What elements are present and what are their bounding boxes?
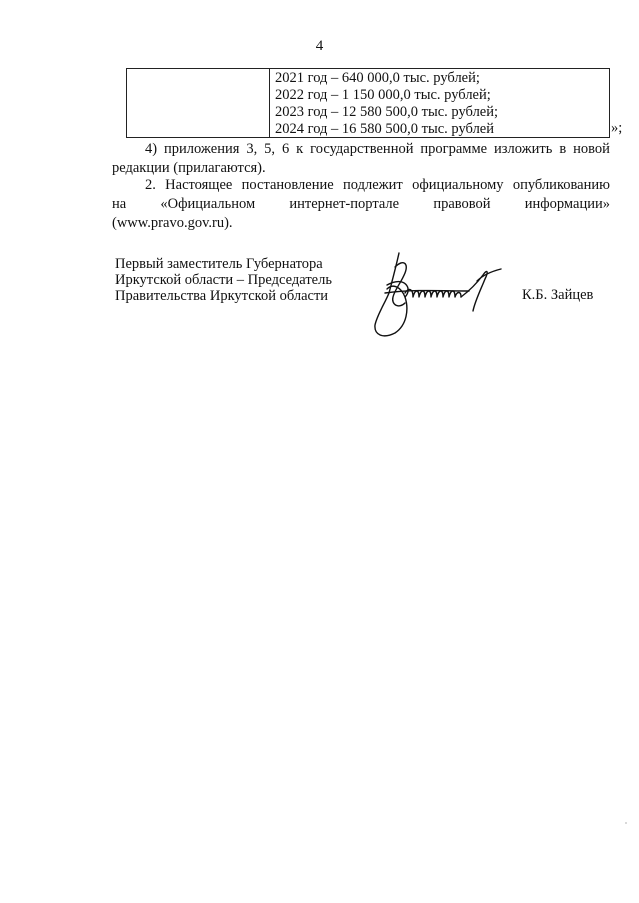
word: интернет-портале [289, 196, 400, 212]
funding-table-right-cell [275, 70, 605, 138]
word: 4) [145, 141, 158, 157]
word: программе [420, 141, 488, 157]
word: 6 [281, 141, 290, 157]
word: «Официальном [160, 196, 256, 212]
word: информации» [524, 196, 610, 212]
word: в [559, 141, 567, 157]
funding-table-left-cell [127, 69, 270, 137]
word: опубликованию [512, 177, 610, 193]
paragraph-item-4-line-1 [112, 140, 610, 159]
word: новой [573, 141, 610, 157]
word: к [296, 141, 304, 157]
word: на [112, 196, 127, 212]
signatory-position-line: Правительства Иркутской области [115, 288, 329, 304]
paragraph-item-2 [112, 176, 610, 233]
scan-dot [625, 822, 627, 824]
word: приложения [164, 141, 240, 157]
page-number: 4 [315, 38, 324, 54]
word: 2. [145, 177, 156, 193]
funding-line-2023: 2023 год – 12 580 500,0 тыс. рублей; [275, 104, 499, 120]
paragraph-item-4 [112, 140, 610, 178]
word: правовой [433, 196, 491, 212]
word: подлежит [343, 177, 403, 193]
funding-table [126, 68, 610, 138]
signatory-position-line: Иркутской области – Председатель [115, 272, 332, 288]
paragraph-item-2-line-2 [112, 195, 610, 214]
word: официальному [412, 177, 504, 193]
paragraph-item-2-line-1 [112, 176, 610, 195]
word: Настоящее [165, 177, 233, 193]
word: 3, [246, 141, 258, 157]
paragraph-item-4-line-2: редакции (прилагаются). [112, 160, 266, 176]
signatory-position [115, 256, 332, 304]
word: 5, [264, 141, 276, 157]
funding-line-2021: 2021 год – 640 000,0 тыс. рублей; [275, 70, 480, 86]
funding-line-2022: 2022 год – 1 150 000,0 тыс. рублей; [275, 87, 491, 103]
handwritten-signature [365, 245, 515, 345]
word: постановление [241, 177, 334, 193]
word: изложить [494, 141, 553, 157]
word: государственной [310, 141, 414, 157]
paragraph-item-2-line-3: (www.pravo.gov.ru). [112, 215, 233, 231]
signatory-position-line: Первый заместитель Губернатора [115, 256, 323, 272]
closing-quote: »; [611, 120, 623, 136]
signer-name: К.Б. Зайцев [522, 287, 594, 303]
funding-line-2024: 2024 год – 16 580 500,0 тыс. рублей [275, 121, 495, 137]
